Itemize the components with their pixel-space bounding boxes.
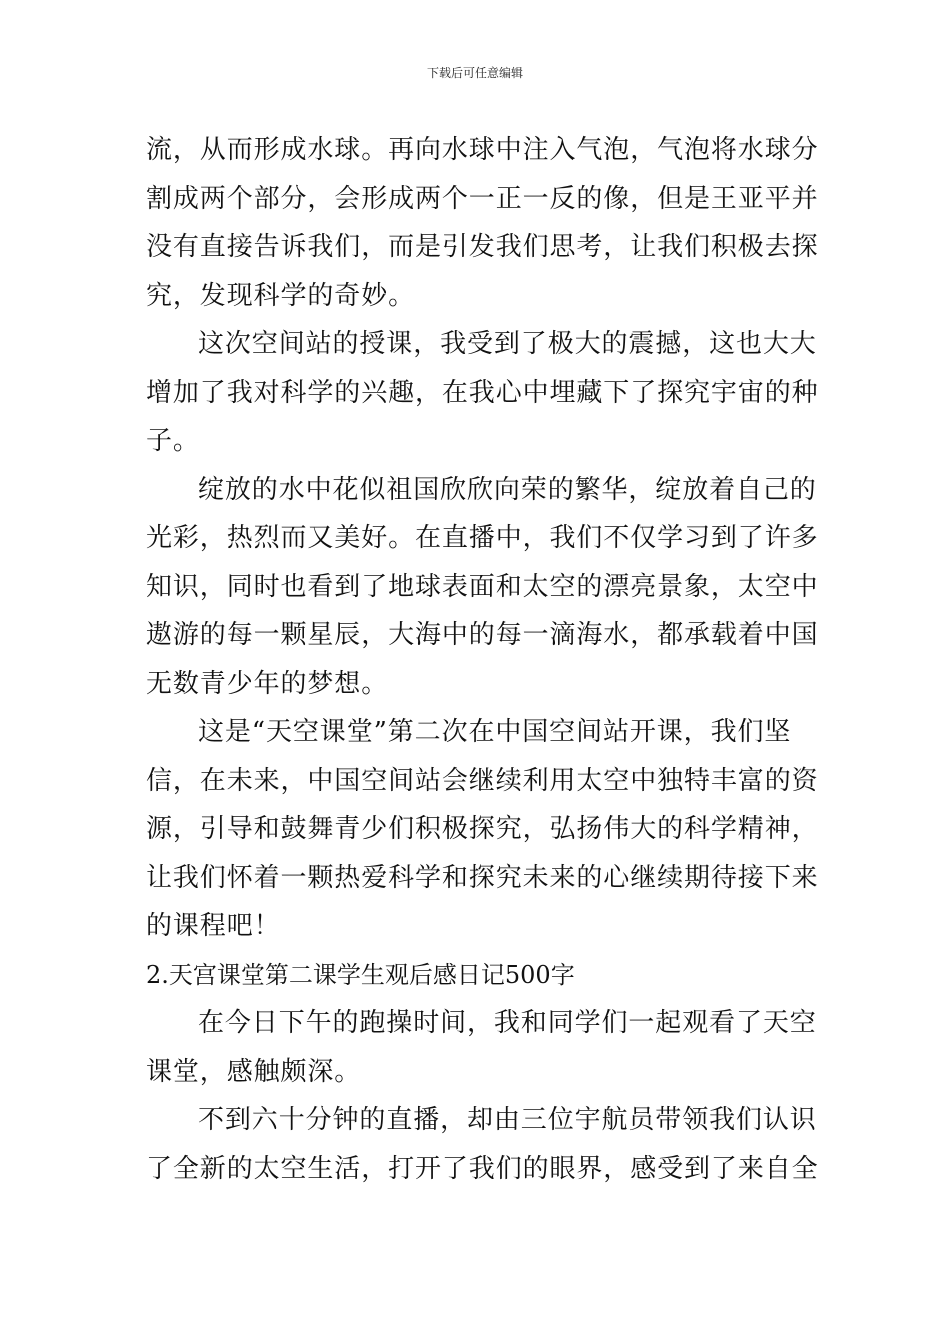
section-heading bbox=[146, 951, 811, 1000]
paragraph bbox=[146, 466, 819, 709]
paragraph bbox=[146, 320, 819, 466]
text-line: 子。 bbox=[146, 426, 200, 456]
text-line: 流，从而形成水球。再向水球中注入气泡，气泡将水球分 bbox=[146, 135, 819, 165]
text-line: 增加了我对科学的兴趣，在我心中埋藏下了探究宇宙的种 bbox=[146, 377, 819, 408]
paragraph bbox=[146, 1096, 819, 1193]
text-line: 遨游的每一颗星辰，大海中的每一滴海水，都承载着中国 bbox=[146, 620, 819, 650]
paragraph bbox=[146, 708, 819, 951]
text-line: 让我们怀着一颗热爱科学和探究未来的心继续期待接下来 bbox=[146, 862, 819, 893]
document-body bbox=[146, 126, 819, 1193]
paragraph bbox=[146, 999, 817, 1096]
text-line: 绽放的水中花似祖国欣欣向荣的繁华，绽放着自己的 bbox=[198, 474, 817, 505]
text-line: 这次空间站的授课，我受到了极大的震撼，这也大大 bbox=[198, 329, 817, 359]
text-line: 了全新的太空生活，打开了我们的眼界，感受到了来自全 bbox=[146, 1153, 819, 1184]
paragraph bbox=[146, 126, 819, 320]
text-line: 在今日下午的跑操时间，我和同学们一起观看了天空 bbox=[198, 1008, 817, 1038]
text-line: 光彩，热烈而又美好。在直播中，我们不仅学习到了许多 bbox=[146, 523, 819, 553]
text-line: 知识，同时也看到了地球表面和太空的漂亮景象，太空中 bbox=[146, 571, 819, 602]
text-line: 这是“天空课堂”第二次在中国空间站开课，我们坚 bbox=[198, 717, 792, 747]
text-line: 究，发现科学的奇妙。 bbox=[146, 280, 416, 311]
text-line: 没有直接告诉我们，而是引发我们思考，让我们积极去探 bbox=[146, 232, 819, 262]
text-line: 割成两个部分，会形成两个一正一反的像，但是王亚平并 bbox=[146, 183, 819, 214]
heading-text: 2.天宫课堂第二课学生观后感日记500字 bbox=[146, 960, 575, 989]
text-line: 不到六十分钟的直播，却由三位宇航员带领我们认识 bbox=[198, 1105, 817, 1135]
text-line: 源，引导和鼓舞青少们积极探究，弘扬伟大的科学精神， bbox=[146, 814, 819, 844]
text-line: 的课程吧！ bbox=[146, 911, 281, 941]
text-line: 课堂，感触颇深。 bbox=[146, 1056, 362, 1087]
page-header-note: 下载后可任意编辑 bbox=[426, 66, 523, 80]
text-line: 无数青少年的梦想。 bbox=[146, 668, 389, 699]
text-line: 信，在未来，中国空间站会继续利用太空中独特丰富的资 bbox=[146, 765, 819, 796]
